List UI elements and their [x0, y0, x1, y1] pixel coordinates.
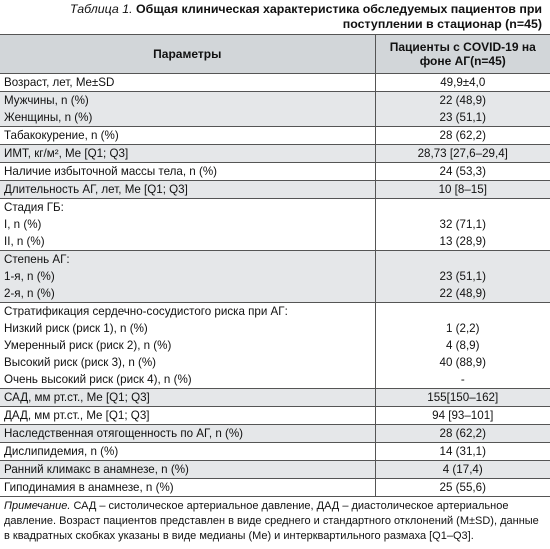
- parameter-value: 155[150–162]: [427, 391, 499, 404]
- table-row: [0, 407, 550, 425]
- value-cell: [375, 199, 550, 251]
- parameter-label: Очень высокий риск (риск 4), n (%): [4, 373, 192, 386]
- header-patients-text: Пациенты с COVID-19 на фоне АГ(n=45): [389, 40, 536, 68]
- parameter-label: Высокий риск (риск 3), n (%): [4, 356, 157, 369]
- parameter-cell: [0, 74, 375, 92]
- parameter-value: 40 (88,9): [439, 356, 486, 369]
- parameter-label: 2-я, n (%): [4, 287, 55, 300]
- table-row: [0, 199, 550, 251]
- parameter-label: Стадия ГБ:: [4, 201, 64, 214]
- parameter-label: I, n (%): [4, 218, 42, 231]
- table-row: [0, 251, 550, 303]
- parameter-value: 13 (28,9): [439, 235, 486, 248]
- value-cell: [375, 163, 550, 181]
- value-cell: [375, 127, 550, 145]
- parameter-label: Длительность АГ, лет, Me [Q1; Q3]: [4, 183, 188, 196]
- parameter-cell: [0, 127, 375, 145]
- parameter-value: 32 (71,1): [439, 218, 486, 231]
- value-cell: [375, 389, 550, 407]
- parameter-label: Возраст, лет, Me±SD: [4, 76, 115, 89]
- parameter-cell: [0, 163, 375, 181]
- value-cell: [375, 425, 550, 443]
- characteristics-table: [0, 34, 550, 497]
- parameter-label: Низкий риск (риск 1), n (%): [4, 322, 148, 335]
- parameter-label: Умеренный риск (риск 2), n (%): [4, 339, 172, 352]
- table-caption: [0, 0, 550, 34]
- value-cell: [375, 181, 550, 199]
- parameter-label: Табакокурение, n (%): [4, 129, 119, 142]
- value-cell: [375, 251, 550, 303]
- header-patients: [375, 35, 550, 74]
- header-parameters: Параметры: [0, 35, 375, 74]
- value-cell: [375, 479, 550, 497]
- parameter-cell: [0, 389, 375, 407]
- table-row: [0, 479, 550, 497]
- parameter-value: 28 (62,2): [439, 129, 486, 142]
- value-cell: [375, 407, 550, 425]
- parameter-value: [376, 251, 550, 268]
- value-cell: [375, 74, 550, 92]
- parameter-label: ИМТ, кг/м², Me [Q1; Q3]: [4, 147, 129, 160]
- parameter-value: 10 [8–15]: [438, 183, 487, 196]
- parameter-cell: [0, 92, 375, 127]
- parameter-label: Ранний климакс в анамнезе, n (%): [4, 463, 189, 476]
- parameter-cell: [0, 303, 375, 389]
- parameter-label: Наследственная отягощенность по АГ, n (%): [4, 427, 244, 440]
- parameter-value: [376, 199, 550, 216]
- table-row: [0, 461, 550, 479]
- parameter-label: Дислипидемия, n (%): [4, 445, 119, 458]
- parameter-label: САД, мм рт.ст., Me [Q1; Q3]: [4, 391, 150, 404]
- parameter-label: Женщины, n (%): [4, 111, 93, 124]
- parameter-cell: [0, 425, 375, 443]
- note-text: САД – систолическое артериальное давление, ДАД – диастолическое артериальное давление. Возраст пациентов представлен в виде среднего и стандартного отклонений (M±SD), данные в квадратных скобках указаны в виде медианы (Me) и интерквартильного размаха [Q1–Q3].: [4, 500, 539, 542]
- value-cell: [375, 92, 550, 127]
- parameter-label: Степень АГ:: [4, 253, 70, 266]
- parameter-label: 1-я, n (%): [4, 270, 55, 283]
- parameter-value: 22 (48,9): [439, 287, 486, 300]
- parameter-value: 23 (51,1): [439, 111, 486, 124]
- table-row: [0, 303, 550, 389]
- table-body: [0, 74, 550, 497]
- parameter-cell: [0, 145, 375, 163]
- parameter-value: 28,73 [27,6–29,4]: [417, 147, 508, 160]
- parameter-cell: [0, 251, 375, 303]
- table-row: [0, 443, 550, 461]
- value-cell: [375, 145, 550, 163]
- table-row: [0, 181, 550, 199]
- value-cell: [375, 443, 550, 461]
- parameter-value: 22 (48,9): [439, 94, 486, 107]
- parameter-value: 14 (31,1): [439, 445, 486, 458]
- table-row: [0, 389, 550, 407]
- parameter-value: 25 (55,6): [439, 481, 486, 494]
- table-title: Общая клиническая характеристика обследуемых пациентов при поступлении в стационар (n=45): [136, 2, 542, 31]
- value-cell: [375, 303, 550, 389]
- parameter-value: -: [460, 373, 465, 386]
- parameter-label: Стратификация сердечно-сосудистого риска при АГ:: [4, 305, 288, 318]
- value-cell: [375, 461, 550, 479]
- parameter-value: 1 (2,2): [445, 322, 480, 335]
- table-row: [0, 425, 550, 443]
- parameter-label: Гиподинамия в анамнезе, n (%): [4, 481, 174, 494]
- parameter-label: ДАД, мм рт.ст., Me [Q1; Q3]: [4, 409, 150, 422]
- table-row: [0, 92, 550, 127]
- parameter-label: II, n (%): [4, 235, 45, 248]
- parameter-cell: [0, 407, 375, 425]
- table-label: Таблица 1.: [69, 2, 133, 16]
- parameter-cell: [0, 443, 375, 461]
- table-row: [0, 74, 550, 92]
- parameter-value: 24 (53,3): [439, 165, 486, 178]
- parameter-value: 4 (8,9): [445, 339, 480, 352]
- table-row: [0, 163, 550, 181]
- parameter-label: Наличие избыточной массы тела, n (%): [4, 165, 218, 178]
- note-label: Примечание.: [4, 500, 71, 512]
- table-note: [0, 497, 550, 544]
- table-row: [0, 145, 550, 163]
- parameter-label: Мужчины, n (%): [4, 94, 89, 107]
- table-row: [0, 127, 550, 145]
- parameter-value: [376, 303, 550, 320]
- parameter-cell: [0, 479, 375, 497]
- parameter-value: 28 (62,2): [439, 427, 486, 440]
- parameter-value: 4 (17,4): [442, 463, 483, 476]
- parameter-value: 23 (51,1): [439, 270, 486, 283]
- parameter-value: 49,9±4,0: [440, 76, 486, 89]
- table-header-row: [0, 35, 550, 74]
- parameter-cell: [0, 461, 375, 479]
- parameter-cell: [0, 181, 375, 199]
- parameter-cell: [0, 199, 375, 251]
- parameter-value: 94 [93–101]: [432, 409, 494, 422]
